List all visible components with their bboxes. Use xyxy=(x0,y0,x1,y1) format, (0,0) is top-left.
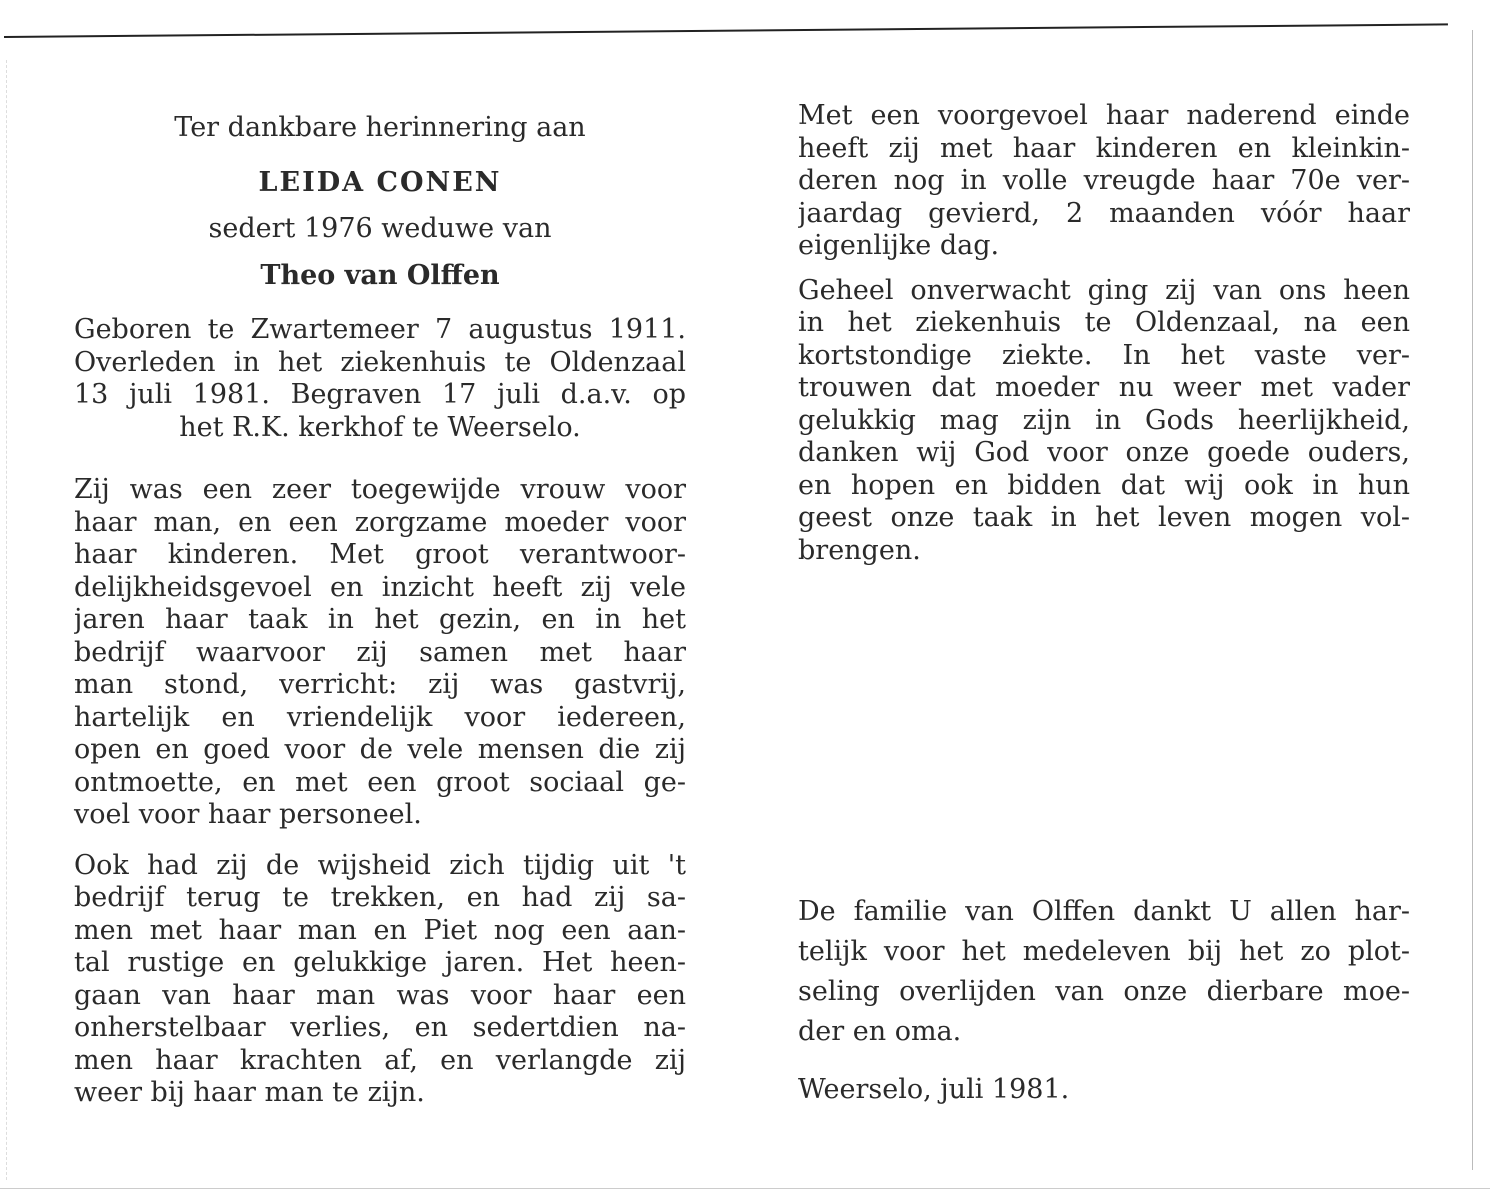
text-line: men met haar man en Piet nog een aan- xyxy=(74,914,686,946)
bio-line: Geboren te Zwartemeer 7 augustus 1911. xyxy=(74,314,686,345)
right-paragraph-1 xyxy=(798,100,1410,263)
text-line: bedrijf terug te trekken, en had zij sa- xyxy=(74,882,686,913)
card-top-edge xyxy=(4,23,1448,38)
text-line: telijk voor het medeleven bij het zo plot- xyxy=(798,936,1410,967)
right-column xyxy=(798,100,1410,567)
text-line: Zij was een zeer toegewijde vrouw voor xyxy=(74,474,686,505)
bio-line: het R.K. kerkhof te Weerselo. xyxy=(179,411,581,443)
text-line: weer bij haar man te zijn. xyxy=(74,1077,425,1108)
text-line: jaren haar taak in het gezin, en in het xyxy=(74,604,686,635)
text-line: geest onze taak in het leven mogen vol- xyxy=(798,502,1410,533)
text-line: open en goed voor de vele mensen die zij xyxy=(74,734,686,765)
text-line: Met een voorgevoel haar naderend einde xyxy=(798,100,1410,131)
bio-line: Overleden in het ziekenhuis te Oldenzaal xyxy=(74,346,686,378)
card-right-edge xyxy=(1472,30,1473,1170)
text-line: gelukkig mag zijn in Gods heerlijkheid, xyxy=(798,404,1410,436)
widow-since-line: sedert 1976 weduwe van xyxy=(208,213,552,244)
deceased-name: LEIDA CONEN xyxy=(258,166,502,198)
text-line: voel voor haar personeel. xyxy=(74,799,422,830)
text-line: brengen. xyxy=(798,534,921,566)
place-date: Weerselo, juli 1981. xyxy=(798,1074,1070,1105)
text-line: men haar krachten af, en verlangde zij xyxy=(74,1044,686,1076)
text-line: kortstondige ziekte. In het vaste ver- xyxy=(798,339,1410,371)
text-line: delijkheidsgevoel en inzicht heeft zij vele xyxy=(74,571,686,603)
text-line: der en oma. xyxy=(798,1016,962,1047)
right-paragraph-2 xyxy=(798,275,1410,568)
intro-line: Ter dankbare herinnering aan xyxy=(174,112,586,143)
text-line: gaan van haar man was voor haar een xyxy=(74,979,686,1011)
left-paragraph-2 xyxy=(74,850,686,1110)
text-line: heeft zij met haar kinderen en kleinkin- xyxy=(798,132,1410,164)
text-line: De familie van Olffen dankt U allen har- xyxy=(798,896,1410,927)
card-left-edge xyxy=(6,60,7,1180)
text-line: danken wij God voor onze goede ouders, xyxy=(798,437,1410,468)
text-line: haar kinderen. Met groot verantwoor- xyxy=(74,539,686,570)
text-line: man stond, verricht: zij was gastvrij, xyxy=(74,669,686,700)
text-line: in het ziekenhuis te Oldenzaal, na een xyxy=(798,307,1410,338)
text-line: trouwen dat moeder nu weer met vader xyxy=(798,372,1410,403)
text-line: deren nog in volle vreugde haar 70e ver- xyxy=(798,165,1410,196)
text-line: haar man, en een zorgzame moeder voor xyxy=(74,506,686,538)
left-column xyxy=(74,112,686,1110)
text-line: eigenlijke dag. xyxy=(798,230,1000,261)
bio-block xyxy=(74,314,686,444)
card-bottom-edge xyxy=(0,1188,1490,1189)
text-line: ontmoette, en met een groot sociaal ge- xyxy=(74,766,686,798)
text-line: seling overlijden van onze dierbare moe- xyxy=(798,976,1410,1007)
text-line: hartelijk en vriendelijk voor iedereen, xyxy=(74,701,686,733)
text-line: en hopen en bidden dat wij ook in hun xyxy=(798,469,1410,501)
text-line: tal rustige en gelukkige jaren. Het heen- xyxy=(74,947,686,978)
bio-line: 13 juli 1981. Begraven 17 juli d.a.v. op xyxy=(74,379,686,410)
left-paragraph-1 xyxy=(74,474,686,832)
text-line: bedrijf waarvoor zij samen met haar xyxy=(74,636,686,668)
family-thanks xyxy=(798,892,1410,1052)
text-line: Ook had zij de wijsheid zich tijdig uit 't xyxy=(74,849,686,881)
text-line: jaardag gevierd, 2 maanden vóór haar xyxy=(798,197,1410,229)
husband-name: Theo van Olffen xyxy=(260,259,500,291)
text-line: onherstelbaar verlies, en sedertdien na- xyxy=(74,1012,686,1043)
text-line: Geheel onverwacht ging zij van ons heen xyxy=(798,274,1410,306)
